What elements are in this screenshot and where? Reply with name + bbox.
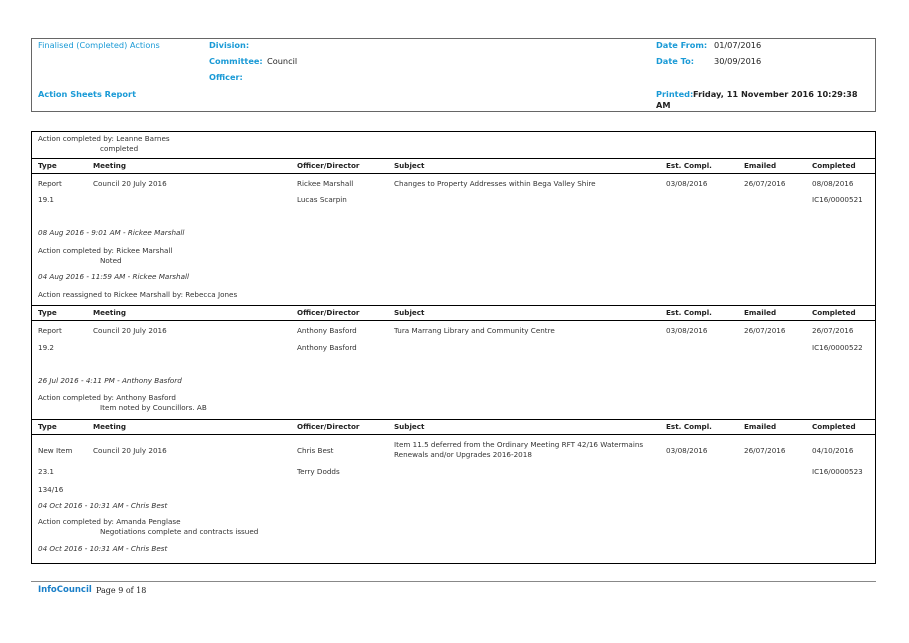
record-item-number: 19.2 (38, 343, 55, 352)
col-subject: Subject (394, 308, 425, 317)
record-officer-secondary: Lucas Scarpin (297, 195, 347, 204)
note-detail: Negotiations complete and contracts issued (100, 527, 259, 536)
note-timestamp: 26 Jul 2016 - 4:11 PM - Anthony Basford (38, 376, 182, 385)
col-completed: Completed (812, 308, 856, 317)
col-emailed: Emailed (744, 422, 777, 431)
record-officer: Rickee Marshall (297, 179, 354, 188)
date-from-label: Date From: (656, 40, 708, 50)
printed-value-cont: AM (656, 100, 671, 110)
col-meeting: Meeting (93, 161, 127, 170)
report-subtitle: Action Sheets Report (38, 89, 136, 99)
col-meeting: Meeting (93, 308, 127, 317)
col-completed: Completed (812, 161, 856, 170)
record-reference: IC16/0000521 (812, 195, 863, 204)
carryover-completed-by: Action completed by: Leanne Barnes (38, 134, 170, 143)
col-officer: Officer/Director (297, 422, 360, 431)
col-type: Type (38, 161, 57, 170)
record-subject: Item 11.5 deferred from the Ordinary Meeting RFT 42/16 Watermains (394, 440, 644, 449)
col-est: Est. Compl. (666, 308, 712, 317)
record-completed: 26/07/2016 (812, 326, 854, 335)
date-to-label: Date To: (656, 56, 695, 66)
note-timestamp: 04 Oct 2016 - 10:31 AM - Chris Best (38, 544, 168, 553)
note-text: Action completed by: Anthony Basford (38, 393, 176, 402)
date-to-value: 30/09/2016 (714, 56, 762, 66)
col-est: Est. Compl. (666, 422, 712, 431)
carryover-note: completed (100, 144, 139, 153)
record-meeting: Council 20 July 2016 (93, 446, 167, 455)
col-subject: Subject (394, 422, 425, 431)
record-emailed: 26/07/2016 (744, 446, 786, 455)
record-officer: Anthony Basford (297, 326, 357, 335)
record-type: New Item (38, 446, 73, 455)
note-text: Action reassigned to Rickee Marshall by: Rebecca Jones (38, 290, 238, 299)
record-reference: IC16/0000523 (812, 467, 863, 476)
footer-brand: InfoCouncil (38, 585, 92, 595)
record-completed: 04/10/2016 (812, 446, 854, 455)
record-subject: Tura Marrang Library and Community Centre (394, 326, 555, 335)
note-text: Action completed by: Amanda Penglase (38, 517, 181, 526)
note-timestamp: 04 Oct 2016 - 10:31 AM - Chris Best (38, 501, 168, 510)
record-est: 03/08/2016 (666, 179, 708, 188)
col-meeting: Meeting (93, 422, 127, 431)
col-officer: Officer/Director (297, 161, 360, 170)
actions-table (31, 131, 876, 564)
date-from-value: 01/07/2016 (714, 40, 762, 50)
record-subject-cont: Renewals and/or Upgrades 2016-2018 (394, 450, 532, 459)
record-emailed: 26/07/2016 (744, 179, 786, 188)
committee-label: Committee: (209, 56, 263, 66)
record-completed: 08/08/2016 (812, 179, 854, 188)
col-type: Type (38, 422, 57, 431)
page-number: Page 9 of 18 (96, 586, 147, 595)
col-type: Type (38, 308, 57, 317)
col-completed: Completed (812, 422, 856, 431)
note-timestamp: 04 Aug 2016 - 11:59 AM - Rickee Marshall (38, 272, 189, 281)
division-label: Division: (209, 40, 250, 50)
officer-label: Officer: (209, 72, 243, 82)
record-officer: Chris Best (297, 446, 334, 455)
col-officer: Officer/Director (297, 308, 360, 317)
printed-value: Friday, 11 November 2016 10:29:38 (693, 89, 858, 99)
col-subject: Subject (394, 161, 425, 170)
record-meeting: Council 20 July 2016 (93, 326, 167, 335)
note-timestamp: 08 Aug 2016 - 9:01 AM - Rickee Marshall (38, 228, 185, 237)
footer-divider (31, 581, 876, 582)
record-meeting: Council 20 July 2016 (93, 179, 167, 188)
record-subject: Changes to Property Addresses within Bega Valley Shire (394, 179, 596, 188)
record-item-number: 23.1 (38, 467, 55, 476)
record-est: 03/08/2016 (666, 326, 708, 335)
committee-value: Council (267, 56, 298, 66)
record-type: Report (38, 179, 62, 188)
record-officer-secondary: Terry Dodds (297, 467, 340, 476)
note-detail: Noted (100, 256, 122, 265)
record-officer-secondary: Anthony Basford (297, 343, 357, 352)
col-est: Est. Compl. (666, 161, 712, 170)
record-type: Report (38, 326, 62, 335)
printed-label: Printed: (656, 89, 694, 99)
record-est: 03/08/2016 (666, 446, 708, 455)
col-emailed: Emailed (744, 161, 777, 170)
note-text: Action completed by: Rickee Marshall (38, 246, 173, 255)
record-emailed: 26/07/2016 (744, 326, 786, 335)
record-reference: IC16/0000522 (812, 343, 863, 352)
record-item-number: 19.1 (38, 195, 55, 204)
report-title: Finalised (Completed) Actions (38, 40, 160, 50)
record-resolution-number: 134/16 (38, 485, 64, 494)
col-emailed: Emailed (744, 308, 777, 317)
note-detail: Item noted by Councillors. AB (100, 403, 207, 412)
